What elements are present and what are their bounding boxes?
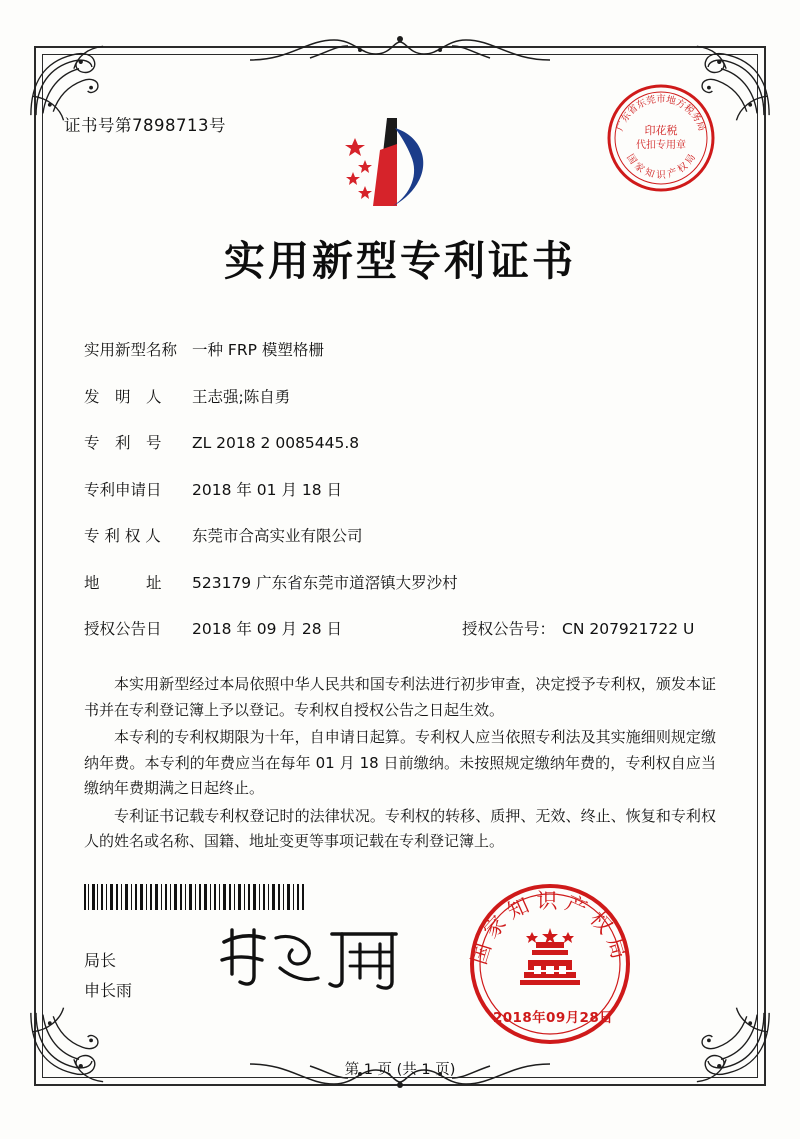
- page-title: 实用新型专利证书: [224, 237, 576, 285]
- director-name: 申长雨: [84, 981, 133, 1000]
- legal-text-block: [84, 672, 716, 857]
- handwritten-signature: [214, 916, 414, 996]
- field-value: 一种 FRP 模塑格栅: [192, 341, 324, 359]
- seal-date: 2018年09月28日: [492, 1010, 614, 1026]
- certificate-number: 证书号第7898713号: [64, 116, 226, 135]
- svg-text:代扣专用章: 代扣专用章: [636, 140, 686, 151]
- field-label-announcement-no: 授权公告号：: [462, 620, 556, 638]
- svg-text:广东省东莞市地方税务局: 广东省东莞市地方税务局: [614, 94, 708, 133]
- paragraph: 本实用新型经过本局依照中华人民共和国专利法进行初步审查，决定授予专利权，颁发本证书并在专利登记簿上予以登记。专利权自授权公告之日起生效。: [84, 675, 716, 719]
- field-value: ZL 2018 2 0085445.8: [192, 434, 360, 452]
- field-value: 2018 年 01 月 18 日: [192, 480, 343, 499]
- field-row-patent-no: [84, 431, 724, 453]
- barcode: [84, 884, 304, 910]
- field-value-announcement-no: CN 207921722 U: [562, 620, 695, 638]
- director-label: 局长: [84, 951, 117, 970]
- svg-text:国 家 知 识 产 权 局: 国 家 知 识 产 权 局: [624, 152, 698, 181]
- field-row-name: [84, 338, 724, 360]
- tax-office-seal: [605, 82, 717, 194]
- field-label: 实用新型名称: [84, 341, 178, 359]
- field-row-inventor: [84, 385, 724, 407]
- field-value: 王志强;陈自勇: [192, 387, 291, 406]
- field-row-grant: [84, 617, 724, 639]
- field-list: [84, 338, 724, 664]
- paragraph: 本专利的专利权期限为十年，自申请日起算。专利权人应当依照专利法及其实施细则规定缴纳年费。本专利的年费应当在每年 01 月 18 日前缴纳。未按照规定缴纳年费的，专利权自应当缴纳年费期满之日起终止。: [84, 728, 716, 797]
- field-value: 523179 广东省东莞市道滘镇大罗沙村: [192, 573, 458, 592]
- field-row-address: [84, 571, 724, 593]
- field-row-patentee: [84, 524, 724, 546]
- edge-ornament-icon: [250, 30, 550, 64]
- corner-ornament-icon: [690, 1006, 776, 1092]
- field-row-application-date: [84, 478, 724, 500]
- svg-text:国家知识产权局: 国家知识产权局: [466, 889, 634, 968]
- corner-ornament-icon: [24, 1006, 110, 1092]
- field-value: 2018 年 09 月 28 日: [192, 620, 343, 638]
- field-label: 专 利 号: [84, 434, 162, 452]
- field-label: 专利申请日: [84, 480, 162, 499]
- field-label: 专 利 权 人: [84, 527, 161, 545]
- corner-ornament-icon: [24, 36, 110, 122]
- field-label: 地 址: [84, 573, 162, 592]
- page-footer: 第 1 页 (共 1 页): [344, 1062, 456, 1078]
- field-label: 授权公告日: [84, 620, 162, 638]
- field-label: 发 明 人: [84, 387, 162, 406]
- field-value: 东莞市合高实业有限公司: [192, 527, 363, 545]
- paragraph: 专利证书记载专利权登记时的法律状况。专利权的转移、质押、无效、终止、恢复和专利权人的姓名或名称、国籍、地址变更等事项记载在专利登记簿上。: [84, 806, 716, 850]
- svg-text:印花税: 印花税: [644, 124, 678, 137]
- cnipa-logo-icon: [325, 110, 445, 220]
